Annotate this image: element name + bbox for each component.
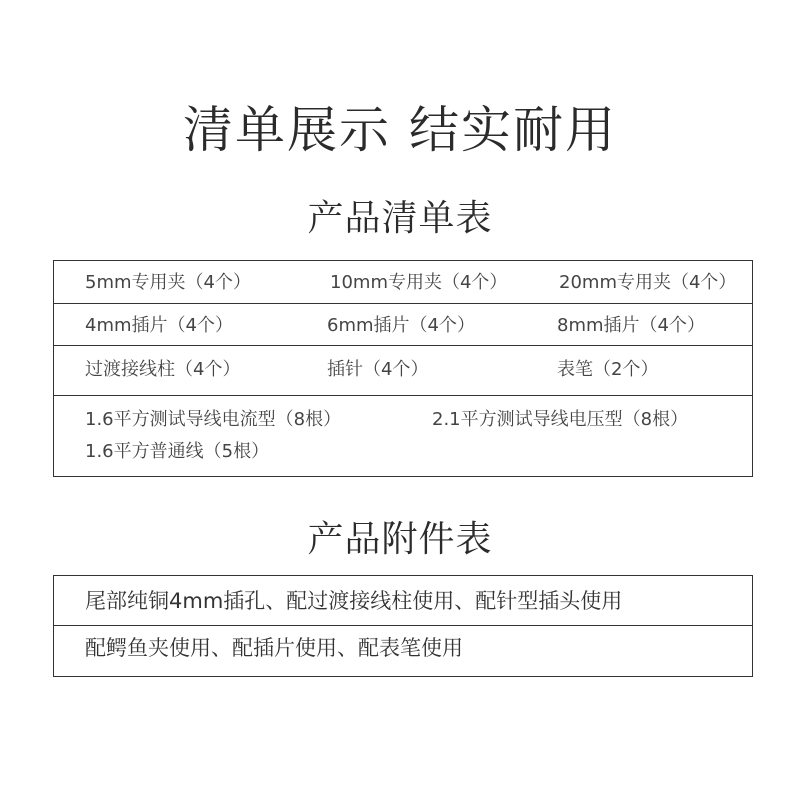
table-cell: 1.6平方普通线（5根） [85,441,270,462]
table-row [54,396,752,476]
table-row [54,626,752,676]
table-cell: 5mm专用夹（4个） [85,272,251,293]
table-cell: 1.6平方测试导线电流型（8根） [85,409,342,430]
table-cell: 20mm专用夹（4个） [559,272,737,293]
product-list-title: 产品清单表 [307,198,493,239]
accessory-list-title: 产品附件表 [307,519,493,560]
table-row [54,346,752,396]
page-title: 清单展示 结实耐用 [183,101,617,159]
accessory-list-table [53,575,753,677]
table-cell: 10mm专用夹（4个） [330,272,508,293]
table-cell: 6mm插片（4个） [327,315,475,336]
table-row [54,576,752,626]
table-row [54,304,752,346]
table-cell: 尾部纯铜4mm插孔、配过渡接线柱使用、配针型插头使用 [85,589,623,613]
table-cell: 8mm插片（4个） [557,315,705,336]
table-cell: 表笔（2个） [557,359,659,380]
table-cell: 4mm插片（4个） [85,315,233,336]
table-cell: 2.1平方测试导线电压型（8根） [432,409,689,430]
table-row [54,261,752,304]
table-cell: 过渡接线柱（4个） [85,359,241,380]
product-list-table [53,260,753,477]
table-cell: 插针（4个） [327,359,429,380]
table-cell: 配鳄鱼夹使用、配插片使用、配表笔使用 [85,636,463,660]
